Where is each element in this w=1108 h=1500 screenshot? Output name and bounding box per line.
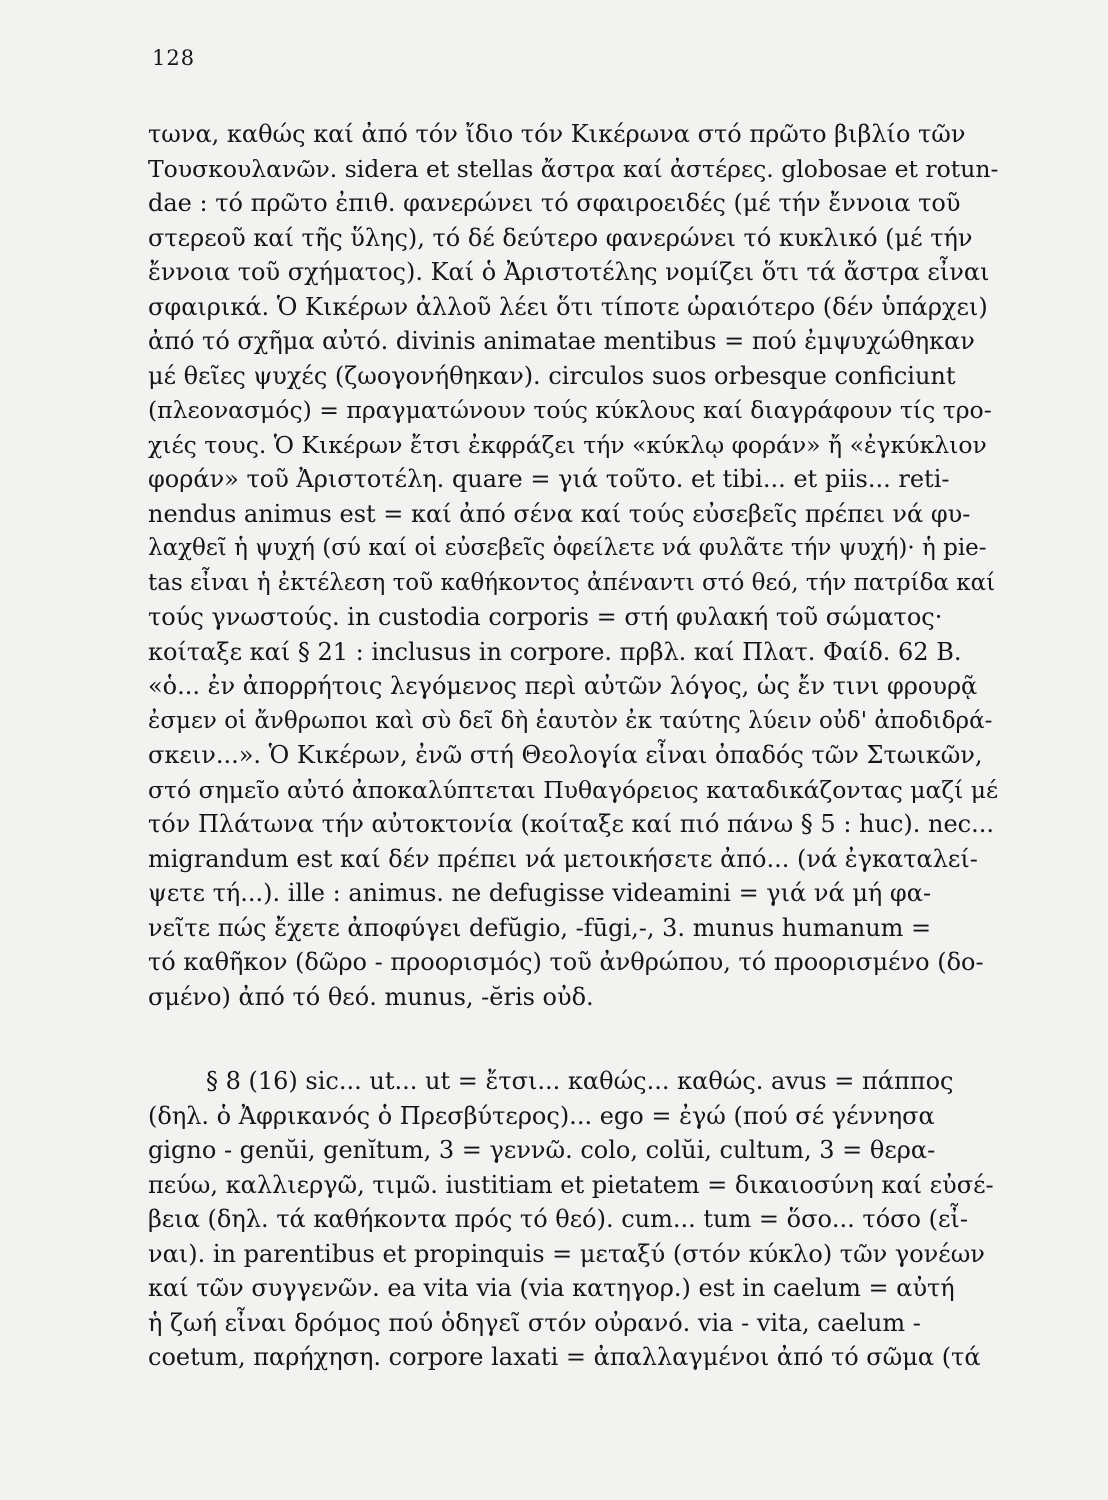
text-line: βεια (δηλ. τά καθήκοντα πρός τό θεό). cum... tum = ὅσο... τόσο (εἶ-: [148, 1205, 968, 1233]
page-number: 128: [152, 46, 196, 70]
text-line: τόν Πλάτωνα τήν αὐτοκτονία (κοίταξε καί πιό πάνω § 5 : huc). nec...: [148, 810, 994, 838]
text-line: σμένο) ἀπό τό θεό. munus, -ĕris οὐδ.: [148, 982, 594, 1011]
text-line: λαχθεῖ ἡ ψυχή (σύ καί οἱ εὐσεβεῖς ὀφείλετε νά φυλᾶτε τήν ψυχή)· ἡ pie-: [148, 535, 987, 561]
text-line: σκειν...». Ὁ Κικέρων, ἐνῶ στή Θεολογία εἶναι ὀπαδός τῶν Στωικῶν,: [148, 741, 983, 769]
text-line: ἐσμεν οἱ ἄνθρωποι καὶ σὺ δεῖ δὴ ἑαυτὸν ἐκ ταύτης λύειν οὐδ' ἀποδιδρά-: [148, 707, 993, 734]
text-line: gigno - genŭi, genĭtum, 3 = γεννῶ. colo, colŭi, cultum, 3 = θερα-: [148, 1136, 936, 1164]
text-line: νεῖτε πώς ἔχετε ἀποφύγει defŭgio, -fūgi,-, 3. munus humanum =: [148, 913, 932, 942]
text-line: tas εἶναι ἡ ἐκτέλεση τοῦ καθήκοντος ἀπέναντι στό θεό, τήν πατρίδα καί: [148, 569, 996, 596]
text-line: «ὁ... ἐν ἀπορρήτοις λεγόμενος περὶ αὐτῶν λόγος, ὡς ἔν τινι φρουρᾷ: [148, 672, 978, 700]
commentary-paragraph-2: [148, 1064, 1000, 1375]
text-line: ἀπό τό σχῆμα αὐτό. divinis animatae mentibus = πού ἐμψυχώθηκαν: [148, 327, 975, 355]
text-line: nendus animus est = καί ἀπό σένα καί τούς εὐσεβεῖς πρέπει νά φυ-: [148, 499, 971, 528]
text-line: (δηλ. ὁ Ἀφρικανός ὁ Πρεσβύτερος)... ego = ἐγώ (πού σέ γέννησα: [148, 1101, 935, 1130]
text-line: migrandum est καί δέν πρέπει νά μετοικήσετε ἀπό... (νά ἐγκαταλεί-: [148, 844, 978, 873]
text-line: τωνα, καθώς καί ἀπό τόν ἴδιο τόν Κικέρωνα στό πρῶτο βιβλίο τῶν: [148, 120, 966, 148]
text-line: φοράν» τοῦ Ἀριστοτέλη. quare = γιά τοῦτο. et tibi... et piis... reti-: [148, 465, 950, 493]
text-line: στό σημεῖο αὐτό ἀποκαλύπτεται Πυθαγόρειος καταδικάζοντας μαζί μέ: [148, 775, 999, 804]
text-line: dae : τό πρῶτο ἐπιθ. φανερώνει τό σφαιροειδές (μέ τήν ἔννοια τοῦ: [148, 189, 961, 217]
text-line: ἔννοια τοῦ σχήματος). Καί ὁ Ἀριστοτέλης νομίζει ὅτι τά ἄστρα εἶναι: [148, 258, 990, 286]
text-line: ναι). in parentibus et propinquis = μεταξύ (στόν κύκλο) τῶν γονέων: [148, 1239, 985, 1268]
text-line: ψετε τή...). ille : animus. ne defugisse videamini = γιά νά μή φα-: [148, 879, 932, 907]
text-line: coetum, παρήχηση. corpore laxati = ἀπαλλαγμένοι ἀπό τό σῶμα (τά: [148, 1343, 981, 1371]
text-line: (πλεονασμός) = πραγματώνουν τούς κύκλους καί διαγράφουν τίς τρο-: [148, 396, 992, 424]
text-line: στερεοῦ καί τῆς ὕλης), τό δέ δεύτερο φανερώνει τό κυκλικό (μέ τήν: [148, 223, 973, 252]
text-line: καί τῶν συγγενῶν. ea vita via (via κατηγορ.) est in caelum = αὐτή: [148, 1274, 955, 1302]
text-line: Τουσκουλανῶν. sidera et stellas ἄστρα καί ἀστέρες. globosae et rotun-: [148, 154, 999, 183]
text-line: χιές τους. Ὁ Κικέρων ἔτσι ἐκφράζει τήν «κύκλῳ φοράν» ἤ «ἐγκύκλιον: [148, 430, 987, 459]
text-line: κοίταξε καί § 21 : inclusus in corpore. πρβλ. καί Πλατ. Φαίδ. 62 Β.: [148, 637, 962, 666]
commentary-paragraph-1: [148, 117, 1000, 1014]
text-line: τούς γνωστούς. in custodia corporis = στή φυλακή τοῦ σώματος·: [148, 603, 943, 631]
text-line: τό καθῆκον (δῶρο - προορισμός) τοῦ ἀνθρώπου, τό προορισμένο (δο-: [148, 948, 984, 976]
text-line: ἡ ζωή εἶναι δρόμος πού ὁδηγεῖ στόν οὐρανό. via - vita, caelum -: [148, 1308, 921, 1337]
text-line: μέ θεῖες ψυχές (ζωογονήθηκαν). circulos suos orbesque conficiunt: [148, 361, 956, 390]
text-line: σφαιρικά. Ὁ Κικέρων ἀλλοῦ λέει ὅτι τίποτε ὡραιότερο (δέν ὑπάρχει): [148, 292, 988, 321]
section-heading-line: § 8 (16) sic... ut... ut = ἔτσι... καθώς... καθώς. avus = πάππος: [206, 1067, 954, 1095]
text-line: πεύω, καλλιεργῶ, τιμῶ. iustitiam et pietatem = δικαιοσύνη καί εὐσέ-: [148, 1170, 994, 1199]
